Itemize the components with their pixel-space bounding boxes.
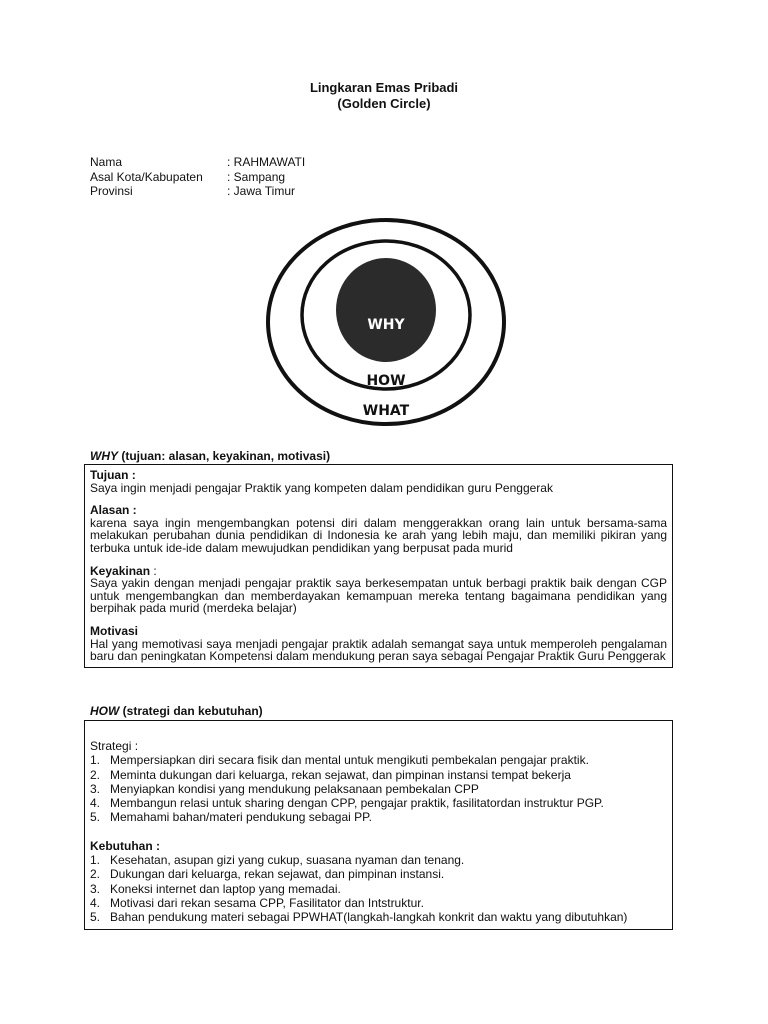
kebutuhan-list: [90, 853, 667, 924]
how-heading-rest: (strategi dan kebutuhan): [119, 704, 263, 718]
list-item: 5. Bahan pendukung materi sebagai PPWHAT(langkah-langkah konkrit dan waktu yang dibutuhkan): [90, 910, 628, 925]
how-section-heading: [90, 704, 263, 718]
why-box: [84, 464, 673, 668]
list-item: 1. Kesehatan, asupan gizi yang cukup, suasana nyaman dan tenang.: [90, 853, 465, 868]
list-item: 2. Meminta dukungan dari keluarga, rekan sejawat, dan pimpinan instansi tempat bekerja: [90, 767, 571, 782]
identity-label: Asal Kota/Kabupaten: [90, 169, 203, 184]
list-item: 4. Membangun relasi untuk sharing dengan CPP, pengajar praktik, fasilitatordan instruktur PGP.: [90, 796, 604, 811]
golden-circle-svg: [264, 217, 508, 427]
identity-row-city: [90, 170, 305, 185]
alasan-label: Alasan :: [90, 503, 137, 518]
why-heading-key: WHY: [90, 449, 118, 463]
why-section-heading: [90, 449, 330, 463]
tujuan-label: Tujuan :: [90, 468, 136, 482]
identity-value: : Sampang: [227, 169, 286, 184]
list-item: 1. Mempersiapkan diri secara fisik dan mental untuk mengikuti pembekalan pengajar praktik.: [90, 753, 589, 768]
identity-label: Nama: [90, 155, 123, 169]
inner-circle-why: [336, 258, 436, 362]
identity-value: : Jawa Timur: [227, 184, 296, 198]
list-item: 3. Menyiapkan kondisi yang mendukung pelaksanaan pembekalan CPP: [90, 781, 479, 796]
list-item: 5. Memahami bahan/materi pendukung sebagai PP.: [90, 810, 372, 825]
golden-circle-diagram: [264, 217, 508, 427]
list-item: 3. Koneksi internet dan laptop yang memadai.: [90, 881, 341, 896]
keyakinan-colon: :: [150, 563, 157, 578]
how-label: HOW: [366, 373, 406, 389]
list-item: 2. Dukungan dari keluarga, rekan sejawat, dan pimpinan instansi.: [90, 867, 445, 882]
what-label: WHAT: [362, 403, 410, 419]
strategi-label: Strategi :: [90, 739, 139, 753]
how-heading-key: HOW: [90, 704, 120, 718]
identity-row-province: [90, 184, 305, 199]
motivasi-label: Motivasi: [90, 623, 139, 638]
document-subtitle: (Golden Circle): [337, 96, 431, 111]
document-title: Lingkaran Emas Pribadi: [309, 80, 459, 95]
tujuan-text: Saya ingin menjadi pengajar Praktik yang kompeten dalam pendidikan guru Penggerak: [90, 480, 553, 495]
identity-block: [90, 155, 305, 199]
keyakinan-label: Keyakinan: [90, 563, 151, 578]
why-heading-rest: (tujuan: alasan, keyakinan, motivasi): [118, 449, 331, 463]
motivasi-text: Hal yang memotivasi saya menjadi pengajar praktik adalah semangat saya untuk memperoleh pengalaman baru dan peningkatan Kompetensi dalam mendukung peran saya sebagai Pengajar Praktik Guru Penggerak: [90, 636, 667, 664]
identity-label: Provinsi: [90, 184, 133, 198]
keyakinan-text: Saya yakin dengan menjadi pengajar praktik saya berkesempatan untuk berbagi praktik baik dengan CGP untuk mengembangkan dan memberdayakan kemampuan mereka tentang bagaimana pendidikan yang berpihak pada murid (merdeka belajar): [90, 576, 667, 616]
alasan-text: karena saya ingin mengembangkan potensi diri dalam menggerakkan orang lain untuk bersama-sama melakukan perubahan dunia pendidikan di Indonesia ke arah yang lebih maju, dan memiliki pikiran yang terbuka untuk ide-ide dalam mewujudkan pendidikan yang berpusat pada murid: [90, 515, 667, 555]
how-box: [84, 720, 673, 930]
kebutuhan-label: Kebutuhan :: [90, 838, 160, 853]
strategi-list: [90, 753, 667, 824]
list-item: 4. Motivasi dari rekan sesama CPP, Fasilitator dan Intstruktur.: [90, 895, 424, 910]
identity-value: : RAHMAWATI: [227, 155, 306, 169]
identity-row-name: [90, 155, 305, 170]
why-label: WHY: [367, 317, 405, 333]
